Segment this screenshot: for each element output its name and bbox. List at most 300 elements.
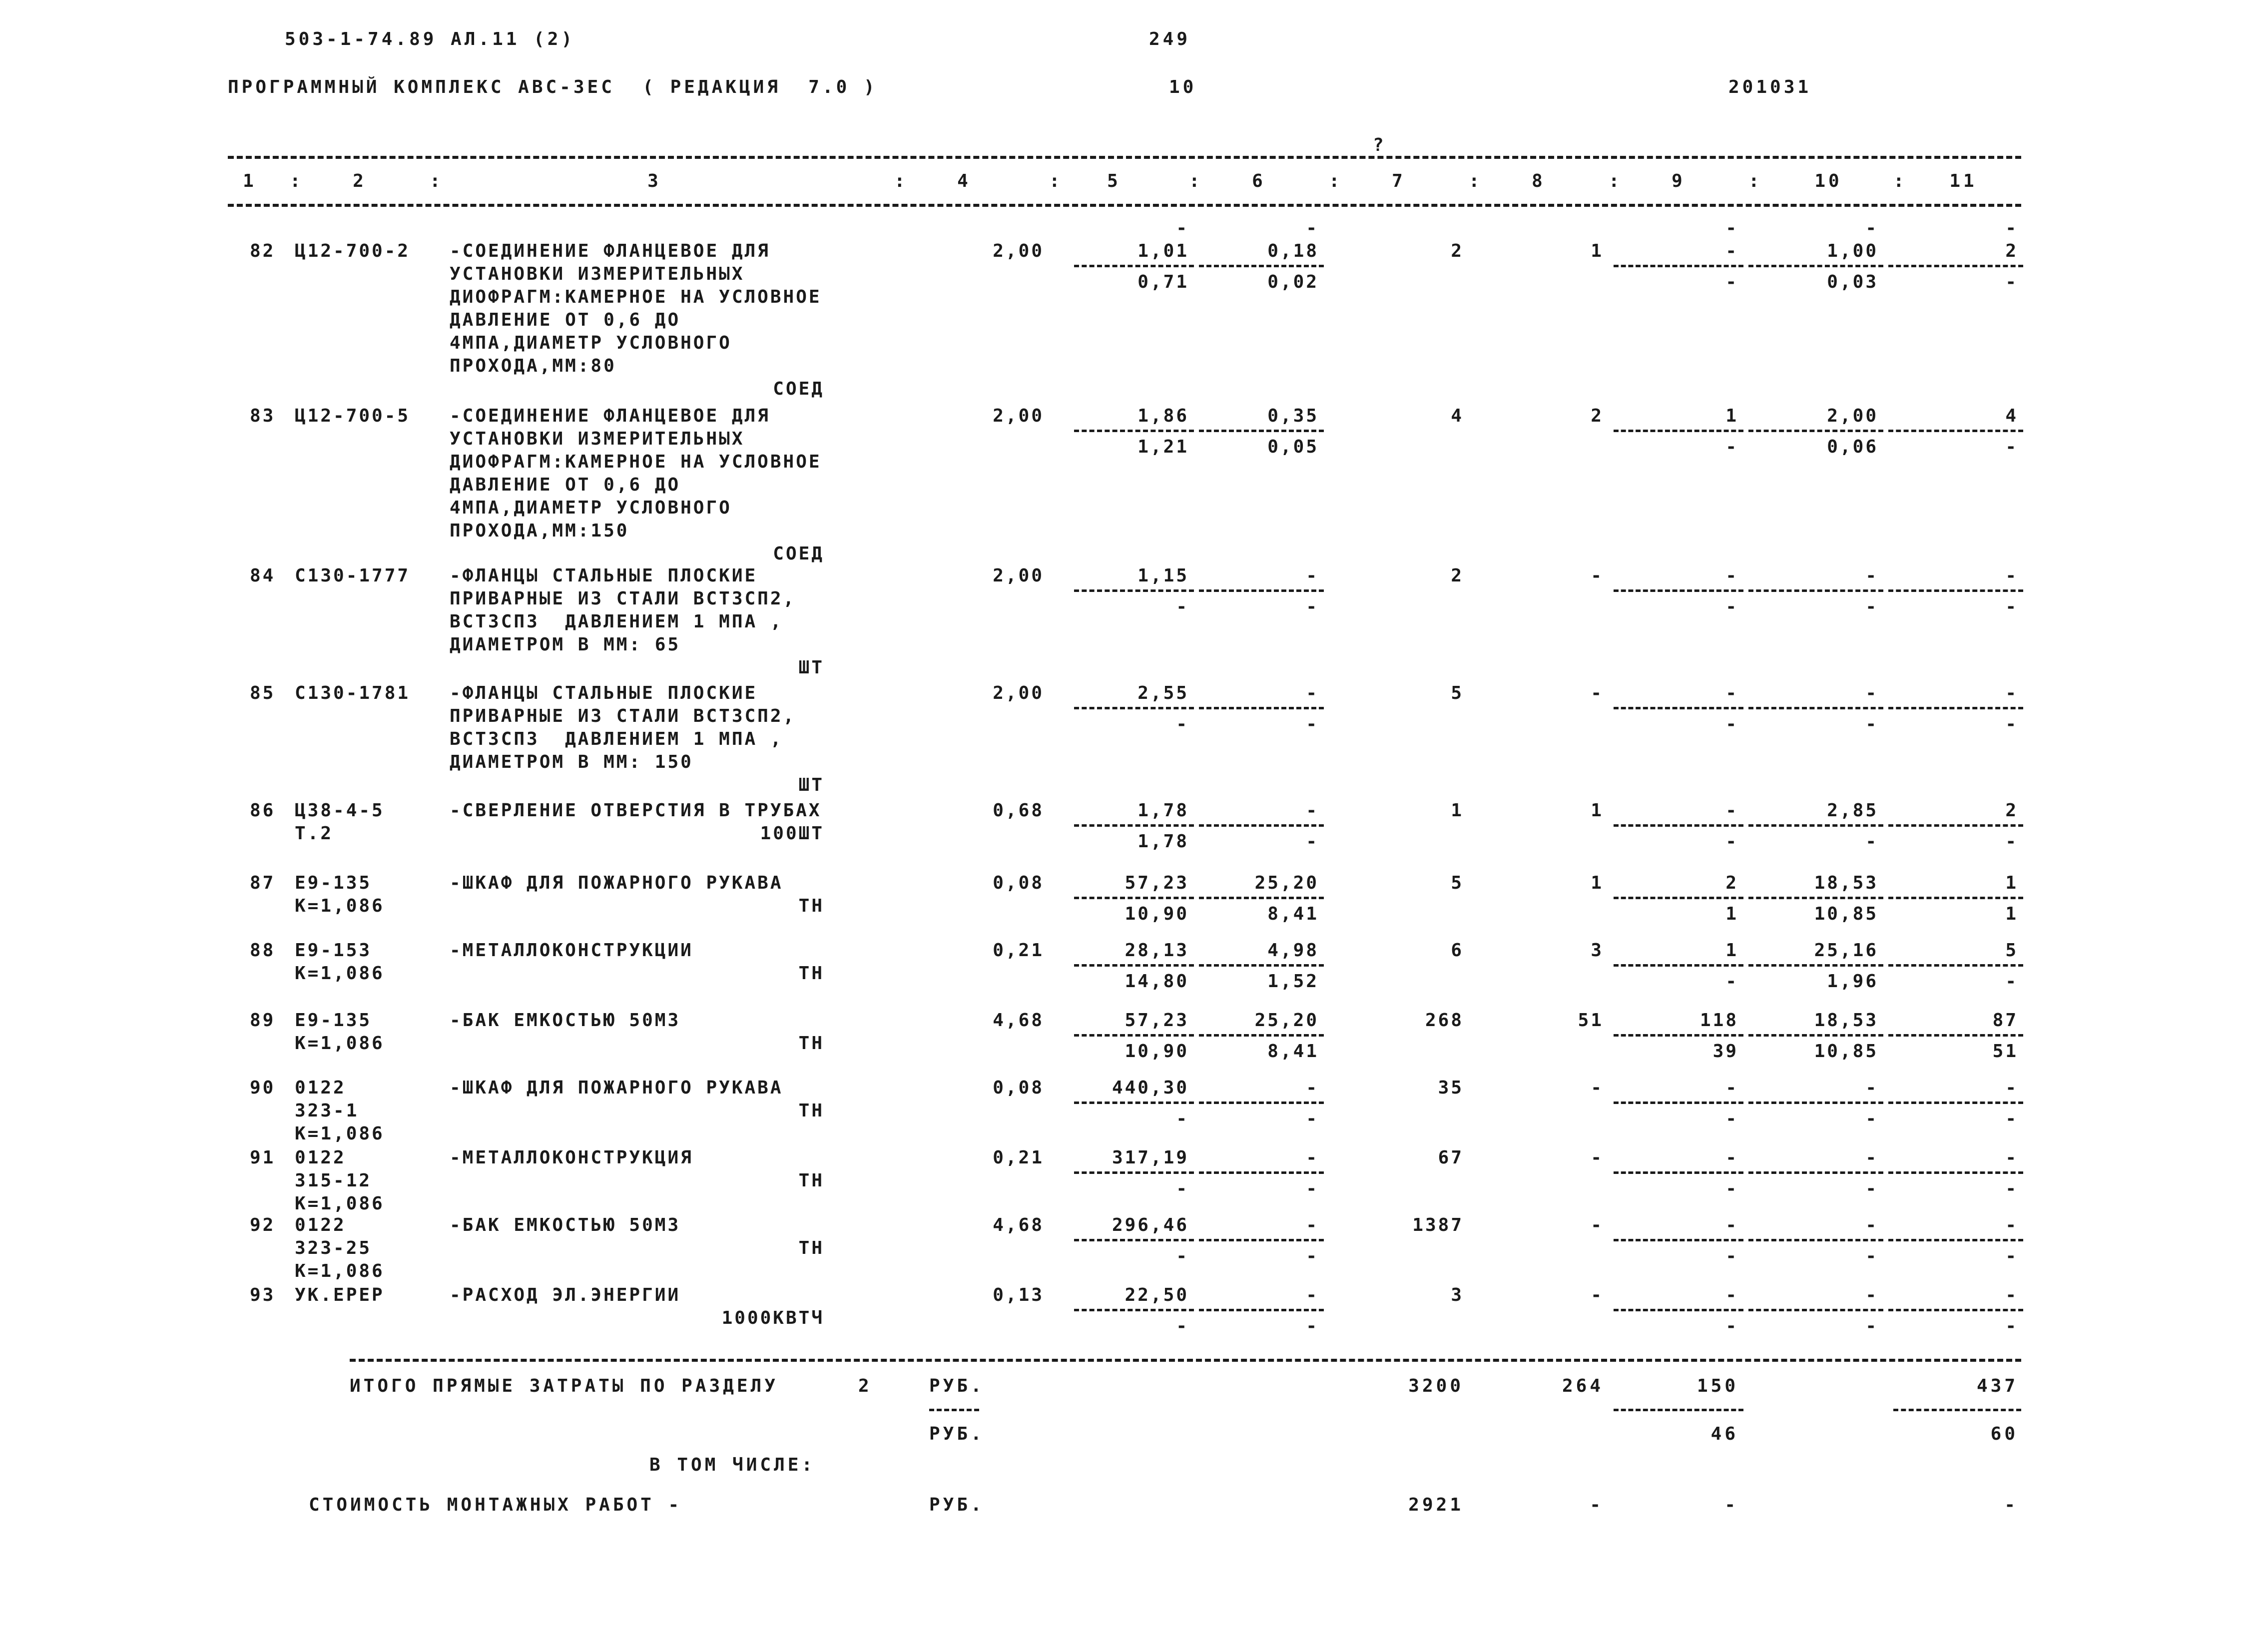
row-c9-value: 2 — [1725, 873, 1738, 893]
row-unit: ТН — [798, 1170, 824, 1191]
row-c10-lower: - — [1865, 1246, 1878, 1266]
row-number: 88 — [250, 940, 276, 961]
row-c8-value: - — [1591, 565, 1604, 586]
row-c6-lower: - — [1306, 1108, 1319, 1129]
row-c5-lower: 1,78 — [1137, 831, 1189, 852]
install-col11: - — [2004, 1495, 2018, 1515]
row-c11-divider — [1888, 964, 2023, 967]
row-c7-value: 4 — [1451, 406, 1464, 426]
row-c10-divider — [1748, 1171, 1883, 1174]
install-label: СТОИМОСТЬ МОНТАЖНЫХ РАБОТ - — [309, 1495, 682, 1515]
row-description: ПРОХОДА,ММ:150 — [450, 521, 629, 541]
totals-col11: 437 — [1976, 1376, 2018, 1396]
row-c5-lower: 14,80 — [1124, 971, 1189, 992]
row-description: ВСТ3СП3 ДАВЛЕНИЕМ 1 МПА , — [450, 729, 783, 749]
row-c6-value: 25,20 — [1254, 873, 1319, 893]
row-c11-lower: - — [2005, 1246, 2018, 1266]
row-c6-divider — [1199, 1101, 1324, 1104]
row-c10-value: - — [1865, 1078, 1878, 1098]
row-c9-divider — [1614, 1034, 1743, 1037]
document-code: 503-1-74.89 АЛ.11 (2) — [285, 29, 575, 49]
row-description: ПРИВАРНЫЕ ИЗ СТАЛИ ВСТ3СП2, — [450, 588, 796, 609]
row-quantity: 0,21 — [993, 940, 1044, 961]
row-number: 85 — [250, 683, 276, 703]
row-c7-value: 5 — [1451, 873, 1464, 893]
row-c5-value: 1,86 — [1137, 406, 1189, 426]
row-c8-value: - — [1591, 683, 1604, 703]
totals-label: ИТОГО ПРЯМЫЕ ЗАТРАТЫ ПО РАЗДЕЛУ — [350, 1376, 778, 1396]
row-c6-value: - — [1306, 800, 1319, 821]
row-c10-divider — [1748, 1239, 1883, 1241]
row-number: 93 — [250, 1285, 276, 1305]
install-col7: 2921 — [1408, 1495, 1464, 1515]
row-code: Е9-135 — [295, 1010, 372, 1031]
column-separator: : — [1189, 171, 1203, 191]
row-c5-value: 296,46 — [1112, 1215, 1189, 1235]
row-c6-lower: - — [1306, 1316, 1319, 1336]
currency-rule — [929, 1409, 979, 1411]
row-c9-value: - — [1725, 683, 1738, 703]
row-c7-value: 3 — [1451, 1285, 1464, 1305]
row-c11-divider — [1888, 897, 2023, 899]
row-c9-value: 1 — [1725, 940, 1738, 961]
row-description: ДИАМЕТРОМ В ММ: 65 — [450, 634, 681, 655]
row-description: ДИОФРАГМ:КАМЕРНОЕ НА УСЛОВНОЕ — [450, 287, 822, 307]
row-c10-value: 2,85 — [1827, 800, 1878, 821]
column-header-5: 5 — [1107, 171, 1121, 191]
row-c11-divider — [1888, 1309, 2023, 1311]
row-number: 91 — [250, 1147, 276, 1168]
row-c10-lower: 1,96 — [1827, 971, 1878, 992]
row-number: 89 — [250, 1010, 276, 1031]
row-c7-value: 2 — [1451, 241, 1464, 261]
row-c6-divider — [1199, 1034, 1324, 1037]
row-description: -СОЕДИНЕНИЕ ФЛАНЦЕВОЕ ДЛЯ — [450, 241, 770, 261]
row-c6-lower: - — [1306, 831, 1319, 852]
row-quantity: 4,68 — [993, 1010, 1044, 1031]
row-c9-lower: - — [1725, 1316, 1738, 1336]
row-c9-divider — [1614, 265, 1743, 267]
row-c11-value: 87 — [1992, 1010, 2018, 1031]
row-c6-lower: 8,41 — [1267, 1041, 1319, 1062]
row-description: ПРИВАРНЫЕ ИЗ СТАЛИ ВСТ3СП2, — [450, 706, 796, 726]
row-code: Е9-135 — [295, 873, 372, 893]
row-c9-divider — [1614, 964, 1743, 967]
row-c6-value: - — [1306, 565, 1319, 586]
row-description: ДИОФРАГМ:КАМЕРНОЕ НА УСЛОВНОЕ — [450, 452, 822, 472]
row-number: 84 — [250, 565, 276, 586]
row-c7-value: 35 — [1438, 1078, 1464, 1098]
row-c7-value: 67 — [1438, 1147, 1464, 1168]
row-c10-lower: - — [1865, 831, 1878, 852]
row-unit: СОЕД — [773, 379, 824, 399]
row-number: 90 — [250, 1078, 276, 1098]
row-c5-lower: - — [1176, 1108, 1189, 1129]
row-code: Ц38-4-5 — [295, 800, 385, 821]
totals-sub-currency: РУБ. — [929, 1424, 985, 1444]
row-c5-lower: - — [1176, 1178, 1189, 1199]
row-c7-value: 6 — [1451, 940, 1464, 961]
row-c6-lower: 0,02 — [1267, 272, 1319, 292]
row-c6-lower: 8,41 — [1267, 904, 1319, 924]
row-c5-value: 1,01 — [1137, 241, 1189, 261]
row-c11-lower: 51 — [1992, 1041, 2018, 1062]
row-description: -РАСХОД ЭЛ.ЭНЕРГИИ — [450, 1285, 681, 1305]
row-description: -СОЕДИНЕНИЕ ФЛАНЦЕВОЕ ДЛЯ — [450, 406, 770, 426]
totals-currency: РУБ. — [929, 1376, 985, 1396]
row-c11-divider — [1888, 707, 2023, 709]
row-c11-lower: - — [2005, 596, 2018, 617]
row-c7-value: 2 — [1451, 565, 1464, 586]
row-c9-value: - — [1725, 1078, 1738, 1098]
row-c6-value: 4,98 — [1267, 940, 1319, 961]
row-c11-lower: - — [2005, 272, 2018, 292]
row-description: -ШКАФ ДЛЯ ПОЖАРНОГО РУКАВА — [450, 1078, 783, 1098]
row-unit: ШТ — [798, 657, 824, 678]
totals-col8: 264 — [1562, 1376, 1604, 1396]
row-c6-divider — [1199, 1171, 1324, 1174]
row-c6-divider — [1199, 1309, 1324, 1311]
row-c5-divider — [1074, 1239, 1194, 1241]
row-c5-divider — [1074, 589, 1194, 592]
row-c5-divider — [1074, 1034, 1194, 1037]
stray-mark: ? — [1373, 135, 1387, 155]
sheet-number: 10 — [1169, 77, 1197, 97]
row-c11-divider — [1888, 265, 2023, 267]
row-c11-value: 2 — [2005, 241, 2018, 261]
row-description: -ФЛАНЦЫ СТАЛЬНЫЕ ПЛОСКИЕ — [450, 683, 758, 703]
row-c10-value: - — [1865, 683, 1878, 703]
row-unit: ТН — [798, 896, 824, 916]
column-separator: : — [290, 171, 304, 191]
row-c9-upper: - — [1725, 218, 1738, 238]
row-c7-value: 1 — [1451, 800, 1464, 821]
row-c10-divider — [1748, 964, 1883, 967]
table-bottom-rule — [350, 1359, 2021, 1362]
row-code: 0122 — [295, 1215, 346, 1235]
column-header-4: 4 — [957, 171, 971, 191]
row-c6-upper: - — [1306, 218, 1319, 238]
column-header-6: 6 — [1252, 171, 1266, 191]
row-number: 86 — [250, 800, 276, 821]
row-description: -МЕТАЛЛОКОНСТРУКЦИЯ — [450, 1147, 693, 1168]
row-c5-lower: - — [1176, 596, 1189, 617]
row-quantity: 0,21 — [993, 1147, 1044, 1168]
row-c10-divider — [1748, 707, 1883, 709]
row-description: 4МПА,ДИАМЕТР УСЛОВНОГО — [450, 333, 732, 353]
row-c5-lower: - — [1176, 1246, 1189, 1266]
row-c6-divider — [1199, 430, 1324, 432]
row-c6-divider — [1199, 589, 1324, 592]
row-c5-divider — [1074, 430, 1194, 432]
row-c11-value: 1 — [2005, 873, 2018, 893]
row-c6-value: - — [1306, 1147, 1319, 1168]
row-description: УСТАНОВКИ ИЗМЕРИТЕЛЬНЫХ — [450, 429, 745, 449]
row-c5-divider — [1074, 1101, 1194, 1104]
row-c11-divider — [1888, 1239, 2023, 1241]
row-c11-divider — [1888, 824, 2023, 827]
row-c9-value: - — [1725, 565, 1738, 586]
row-code: 323-25 — [295, 1238, 372, 1258]
row-c5-lower: - — [1176, 714, 1189, 734]
row-c6-value: 25,20 — [1254, 1010, 1319, 1031]
col9-rule — [1614, 1409, 1743, 1411]
row-c11-lower: - — [2005, 831, 2018, 852]
row-c10-divider — [1748, 1034, 1883, 1037]
row-c5-value: 28,13 — [1124, 940, 1189, 961]
row-code: 0122 — [295, 1147, 346, 1168]
row-c11-value: 5 — [2005, 940, 2018, 961]
row-c9-value: - — [1725, 1215, 1738, 1235]
row-quantity: 2,00 — [993, 241, 1044, 261]
row-c9-lower: - — [1725, 596, 1738, 617]
row-c9-value: 118 — [1699, 1010, 1738, 1031]
totals-sub-col9: 46 — [1710, 1424, 1738, 1444]
row-c7-value: 5 — [1451, 683, 1464, 703]
row-c6-lower: - — [1306, 596, 1319, 617]
row-c8-value: 51 — [1578, 1010, 1604, 1031]
row-code: К=1,086 — [295, 896, 385, 916]
row-c11-lower: - — [2005, 971, 2018, 992]
row-description: -ШКАФ ДЛЯ ПОЖАРНОГО РУКАВА — [450, 873, 783, 893]
row-unit: ТН — [798, 963, 824, 984]
row-c9-lower: - — [1725, 272, 1738, 292]
row-c9-divider — [1614, 589, 1743, 592]
row-c10-upper: - — [1865, 218, 1878, 238]
row-code: 323-1 — [295, 1101, 359, 1121]
row-c11-lower: - — [2005, 1316, 2018, 1336]
row-c9-lower: - — [1725, 971, 1738, 992]
col11-rule — [1893, 1409, 2021, 1411]
row-c10-divider — [1748, 1309, 1883, 1311]
row-c9-divider — [1614, 1239, 1743, 1241]
row-c6-lower: - — [1306, 1246, 1319, 1266]
row-c10-value: - — [1865, 1285, 1878, 1305]
row-quantity: 0,08 — [993, 1078, 1044, 1098]
row-number: 92 — [250, 1215, 276, 1235]
totals-col9: 150 — [1696, 1376, 1738, 1396]
row-c10-lower: - — [1865, 1108, 1878, 1129]
row-c8-value: 1 — [1591, 800, 1604, 821]
row-c11-divider — [1888, 589, 2023, 592]
column-header-7: 7 — [1392, 171, 1406, 191]
row-description: -МЕТАЛЛОКОНСТРУКЦИИ — [450, 940, 693, 961]
row-description: -ФЛАНЦЫ СТАЛЬНЫЕ ПЛОСКИЕ — [450, 565, 758, 586]
row-c6-divider — [1199, 964, 1324, 967]
row-c10-value: 25,16 — [1814, 940, 1878, 961]
row-c7-value: 268 — [1425, 1010, 1464, 1031]
row-c10-lower: 10,85 — [1814, 904, 1878, 924]
row-c6-value: - — [1306, 683, 1319, 703]
row-c5-value: 57,23 — [1124, 1010, 1189, 1031]
column-separator: : — [1469, 171, 1483, 191]
row-c9-divider — [1614, 707, 1743, 709]
row-code: Ц12-700-2 — [295, 241, 411, 261]
row-c10-value: - — [1865, 1147, 1878, 1168]
row-code: К=1,086 — [295, 1123, 385, 1144]
row-c9-value: 1 — [1725, 406, 1738, 426]
row-quantity: 0,08 — [993, 873, 1044, 893]
row-c5-value: 1,78 — [1137, 800, 1189, 821]
column-separator: : — [1609, 171, 1623, 191]
row-description: УСТАНОВКИ ИЗМЕРИТЕЛЬНЫХ — [450, 264, 745, 284]
row-c5-upper: - — [1176, 218, 1189, 238]
row-code: К=1,086 — [295, 1033, 385, 1054]
row-c9-divider — [1614, 1171, 1743, 1174]
row-code: Т.2 — [295, 823, 334, 844]
install-col8: - — [1590, 1495, 1604, 1515]
row-c10-divider — [1748, 265, 1883, 267]
row-c9-divider — [1614, 430, 1743, 432]
row-c11-lower: - — [2005, 1178, 2018, 1199]
row-number: 82 — [250, 241, 276, 261]
row-c11-value: - — [2005, 1147, 2018, 1168]
row-c11-value: 2 — [2005, 800, 2018, 821]
row-c5-lower: 1,21 — [1137, 437, 1189, 457]
row-c10-value: - — [1865, 1215, 1878, 1235]
row-c10-lower: - — [1865, 1316, 1878, 1336]
row-quantity: 2,00 — [993, 565, 1044, 586]
row-c10-lower: 0,06 — [1827, 437, 1878, 457]
row-c5-divider — [1074, 964, 1194, 967]
document-id: 201031 — [1728, 77, 1812, 97]
row-c5-lower: 10,90 — [1124, 1041, 1189, 1062]
column-separator: : — [1329, 171, 1343, 191]
program-title: ПРОГРАММНЫЙ КОМПЛЕКС АВС-3ЕС ( РЕДАКЦИЯ 7.0 ) — [228, 77, 878, 97]
row-c10-divider — [1748, 1101, 1883, 1104]
row-c5-lower: 0,71 — [1137, 272, 1189, 292]
row-c9-lower: 39 — [1712, 1041, 1738, 1062]
row-c10-value: 18,53 — [1814, 1010, 1878, 1031]
row-description: ДАВЛЕНИЕ ОТ 0,6 ДО — [450, 310, 681, 330]
row-c11-value: - — [2005, 565, 2018, 586]
row-c11-upper: - — [2005, 218, 2018, 238]
row-c6-lower: 0,05 — [1267, 437, 1319, 457]
row-code: К=1,086 — [295, 963, 385, 984]
row-c6-divider — [1199, 1239, 1324, 1241]
row-c11-value: - — [2005, 1285, 2018, 1305]
row-description: -БАК ЕМКОСТЬЮ 50М3 — [450, 1010, 681, 1031]
column-header-10: 10 — [1814, 171, 1842, 191]
row-code: К=1,086 — [295, 1193, 385, 1214]
table-header-rule — [228, 204, 2021, 207]
row-c5-value: 440,30 — [1112, 1078, 1189, 1098]
row-c5-value: 2,55 — [1137, 683, 1189, 703]
column-header-9: 9 — [1672, 171, 1685, 191]
row-unit: ТН — [798, 1238, 824, 1258]
row-unit: СОЕД — [773, 544, 824, 564]
row-quantity: 0,13 — [993, 1285, 1044, 1305]
row-description: 4МПА,ДИАМЕТР УСЛОВНОГО — [450, 498, 732, 518]
row-c10-value: 18,53 — [1814, 873, 1878, 893]
row-unit: ТН — [798, 1033, 824, 1054]
row-c11-lower: - — [2005, 714, 2018, 734]
row-c9-lower: - — [1725, 714, 1738, 734]
row-unit: 1000КВТЧ — [721, 1308, 824, 1328]
row-quantity: 2,00 — [993, 406, 1044, 426]
row-quantity: 4,68 — [993, 1215, 1044, 1235]
row-c11-value: - — [2005, 683, 2018, 703]
row-c8-value: - — [1591, 1078, 1604, 1098]
row-c6-divider — [1199, 897, 1324, 899]
row-c10-lower: 10,85 — [1814, 1041, 1878, 1062]
page-number: 249 — [1149, 29, 1191, 49]
table-top-rule — [228, 156, 2021, 159]
row-c5-divider — [1074, 897, 1194, 899]
row-c6-value: 0,35 — [1267, 406, 1319, 426]
row-description: ВСТ3СП3 ДАВЛЕНИЕМ 1 МПА , — [450, 611, 783, 632]
row-description: -СВЕРЛЕНИЕ ОТВЕРСТИЯ В ТРУБАХ — [450, 800, 822, 821]
row-c8-value: 1 — [1591, 241, 1604, 261]
row-c9-value: - — [1725, 1147, 1738, 1168]
row-code: Е9-153 — [295, 940, 372, 961]
row-c10-lower: - — [1865, 596, 1878, 617]
install-col9: - — [1724, 1495, 1738, 1515]
row-c6-value: - — [1306, 1285, 1319, 1305]
row-c5-value: 57,23 — [1124, 873, 1189, 893]
row-c10-value: 1,00 — [1827, 241, 1878, 261]
row-c9-lower: - — [1725, 1246, 1738, 1266]
row-description: ДАВЛЕНИЕ ОТ 0,6 ДО — [450, 475, 681, 495]
row-c5-lower: - — [1176, 1316, 1189, 1336]
row-c10-lower: 0,03 — [1827, 272, 1878, 292]
totals-section: 2 — [858, 1376, 872, 1396]
row-c9-lower: - — [1725, 831, 1738, 852]
including-label: В ТОМ ЧИСЛЕ: — [649, 1455, 816, 1475]
row-c8-value: - — [1591, 1147, 1604, 1168]
row-c8-value: 1 — [1591, 873, 1604, 893]
row-c9-divider — [1614, 1101, 1743, 1104]
column-header-3: 3 — [647, 171, 661, 191]
totals-col7: 3200 — [1408, 1376, 1464, 1396]
column-header-2: 2 — [353, 171, 367, 191]
row-c11-lower: - — [2005, 437, 2018, 457]
row-code: 315-12 — [295, 1170, 372, 1191]
row-c5-divider — [1074, 824, 1194, 827]
totals-sub-col11: 60 — [1990, 1424, 2018, 1444]
row-c5-divider — [1074, 707, 1194, 709]
row-c9-lower: - — [1725, 437, 1738, 457]
row-c9-value: - — [1725, 800, 1738, 821]
row-c8-value: - — [1591, 1215, 1604, 1235]
row-number: 83 — [250, 406, 276, 426]
row-c11-divider — [1888, 430, 2023, 432]
row-c9-lower: 1 — [1725, 904, 1738, 924]
row-c10-divider — [1748, 589, 1883, 592]
row-c5-value: 1,15 — [1137, 565, 1189, 586]
row-c8-value: - — [1591, 1285, 1604, 1305]
row-unit: 100ШТ — [760, 823, 824, 844]
row-c10-lower: - — [1865, 714, 1878, 734]
column-separator: : — [1893, 171, 1907, 191]
row-c6-lower: - — [1306, 714, 1319, 734]
column-header-8: 8 — [1532, 171, 1546, 191]
row-c9-divider — [1614, 897, 1743, 899]
row-c6-divider — [1199, 824, 1324, 827]
row-c10-divider — [1748, 897, 1883, 899]
row-unit: ШТ — [798, 775, 824, 795]
column-separator: : — [1748, 171, 1762, 191]
row-c10-value: 2,00 — [1827, 406, 1878, 426]
row-code: 0122 — [295, 1078, 346, 1098]
row-code: С130-1781 — [295, 683, 411, 703]
row-c11-lower: 1 — [2005, 904, 2018, 924]
column-header-11: 11 — [1949, 171, 1977, 191]
row-c9-divider — [1614, 824, 1743, 827]
row-c9-value: - — [1725, 1285, 1738, 1305]
row-c6-lower: - — [1306, 1178, 1319, 1199]
row-description: ДИАМЕТРОМ В ММ: 150 — [450, 752, 693, 772]
